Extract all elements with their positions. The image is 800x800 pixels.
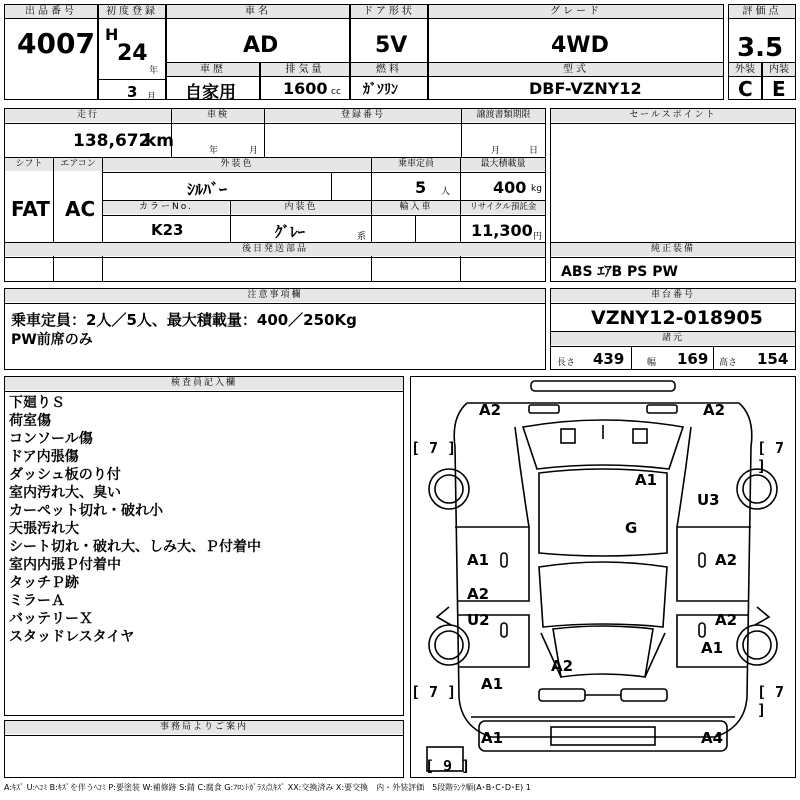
interior-box [762,62,796,100]
transfer-day-unit: 日 [529,146,539,156]
note-line: 天張汚れ大 [9,521,79,537]
chassis-number: VZNY12-018905 [591,307,763,329]
mark-front-right: A4 [701,729,724,747]
width: 169 [677,350,709,368]
sales-point-label: セールスポイント [551,109,795,122]
ext-color: ｼﾙﾊﾞｰ [187,180,228,199]
note-line: シート切れ・破れ大、しみ大、Ｐ付着中 [9,539,261,555]
color-no: K23 [151,221,184,239]
model-label: 型式 [429,63,723,77]
inspector-box [4,376,404,716]
fuel-box [350,62,428,100]
mark-hood: A2 [551,657,574,675]
color-no-label: カラーNo. [103,201,229,214]
mileage: 138,672 [73,131,151,151]
displacement-label: 排気量 [261,63,349,77]
note-line: スタッドレスタイヤ [9,629,135,645]
tire-front-right: [ 7 ] [757,683,785,719]
reg-year: 24 [117,41,148,66]
exterior-score: C [738,77,753,101]
note-line: コンソール傷 [9,431,93,447]
caution-line-2: PW前席のみ [11,332,93,348]
int-color-label: 内装色 [231,201,371,214]
note-line: ミラーＡ [9,593,65,609]
length: 439 [593,350,625,368]
inspection-month-unit: 月 [249,146,259,156]
exterior-label: 外装 [729,63,761,77]
note-line: カーペット切れ・破れ小 [9,503,163,519]
height-label: 高さ [719,358,738,368]
mark-rear-left: A2 [479,401,502,419]
shift-label: シフト [5,158,53,171]
lot-box [4,4,98,100]
lot-label: 出品番号 [5,5,97,19]
import-label: 輸入車 [372,201,460,214]
mark-right-front-door: A2 [715,611,738,629]
vehicle-diagram [410,376,796,778]
load-unit: kg [531,184,542,194]
note-line: 下廻りＳ [9,395,65,411]
mark-left-front-door-a2: A2 [467,585,490,603]
model: DBF-VZNY12 [529,79,642,98]
mark-u3: U3 [697,491,720,509]
mark-front-left: A1 [481,729,504,747]
mark-left-rear-door: A1 [467,551,490,569]
car-outline-diagram [411,377,795,777]
exterior-box [728,62,762,100]
score: 3.5 [737,33,784,63]
inspector-label: 検査員記入欄 [5,377,403,390]
details-box [4,108,546,282]
equipment-label: 純正装備 [551,243,795,256]
tire-rear-left: [ 7 ] [411,439,457,457]
note-line: ダッシュ板のり付 [9,467,121,483]
reg-year-unit: 年 [149,66,159,76]
inspection-year-unit: 年 [209,146,219,156]
load: 400 [493,178,527,197]
note-line: タッチＰ跡 [9,575,79,591]
load-label: 最大積載量 [461,158,545,171]
note-line: バッテリーＸ [9,611,93,627]
equipment: ABS ｴｱB PS PW [561,264,678,280]
office-label: 事務局よりご案内 [5,721,403,734]
length-label: 長さ [557,358,576,368]
office-box [4,720,404,778]
tire-rear-right: [ 7 ] [757,439,785,475]
mark-left-fender: A1 [481,675,504,693]
mileage-label: 走行 [5,109,171,122]
history-box [166,62,260,103]
displacement-box [260,62,350,100]
interior-score: E [772,77,786,101]
first-reg-label: 初度登録 [99,5,165,19]
door-label: ドア形状 [351,5,427,19]
displacement-unit: cc [331,87,341,97]
legend: A:ｷｽﾞ U:ﾍｺﾐ B:ｷｽﾞを伴うﾍｺﾐ P:要塗装 W:補修跡 S:錆 C:腐食 G:ﾌﾛﾝﾄｶﾞﾗｽ点ｷｽﾞ XX:交換済み X:要交換 内・外装評価 5段階ﾗﾝｸ順(A･B･C･D･E) 1 [4,783,531,792]
grade: 4WD [551,33,609,58]
fuel: ｶﾞｿﾘﾝ [363,82,398,98]
score-label: 評価点 [729,5,795,19]
interior-label: 内装 [763,63,795,77]
recycle-label: リサイクル預託金 [461,201,545,214]
fuel-label: 燃料 [351,63,427,77]
era: H [105,25,119,44]
displacement: 1600 [283,79,328,98]
note-line: 室内汚れ大、臭い [9,485,121,501]
car-name-label: 車名 [167,5,349,19]
model-box [428,62,724,100]
recycle-unit: 円 [533,232,543,242]
width-label: 幅 [647,358,657,368]
chassis-label: 車台番号 [551,289,795,302]
mileage-unit: km [145,131,175,151]
specs-label: 諸元 [551,332,795,345]
sales-point-box [550,108,796,282]
note-line: ドア内張傷 [9,449,79,465]
int-color: ｸﾞﾚｰ [275,223,306,241]
caution-label: 注意事項欄 [5,289,545,302]
later-parts-label: 後日発送部品 [5,243,545,256]
transfer-month-unit: 月 [491,146,501,156]
caution-box [4,288,546,370]
capacity-unit: 人 [441,187,451,197]
history: 自家用 [185,83,236,103]
first-reg-box [98,4,166,100]
history-label: 車歴 [167,63,259,77]
mark-rear-right: A2 [703,401,726,419]
car-name: AD [243,33,279,58]
note-line: 室内内張Ｐ付着中 [9,557,121,573]
plate-label: 登録番号 [265,109,461,122]
reg-month-unit: 月 [147,92,157,102]
chassis-box [550,288,796,370]
inspection-label: 車検 [172,109,264,122]
capacity: 5 [415,178,427,197]
capacity-label: 乗車定員 [372,158,460,171]
door-type: 5V [375,33,408,58]
reg-month: 3 [127,83,138,101]
caution-line-1: 乗車定員：2人／5人、最大積載量：400／250Kg [11,311,357,329]
shift: FAT [11,197,50,221]
ac-label: エアコン [54,158,102,171]
ext-color-label: 外装色 [103,158,371,171]
note-line: 荷室傷 [9,413,51,429]
recycle: 11,300 [471,221,533,240]
tire-front-left: [ 7 ] [411,683,457,701]
lot-number: 4007 [17,27,95,60]
mark-right-fender: A1 [701,639,724,657]
grade-label: グレード [429,5,723,19]
transfer-label: 譲渡書類期限 [462,109,545,122]
mark-roof: A1 [635,471,658,489]
mark-glass: G [625,519,638,537]
spare-tire: [ 9 ] [425,757,471,775]
int-color-unit: 系 [357,232,367,242]
mark-right-rear-door: A2 [715,551,738,569]
height: 154 [757,350,789,368]
mark-left-front-door-u2: U2 [467,611,490,629]
ac: AC [65,197,96,221]
inspector-notes [9,394,261,646]
